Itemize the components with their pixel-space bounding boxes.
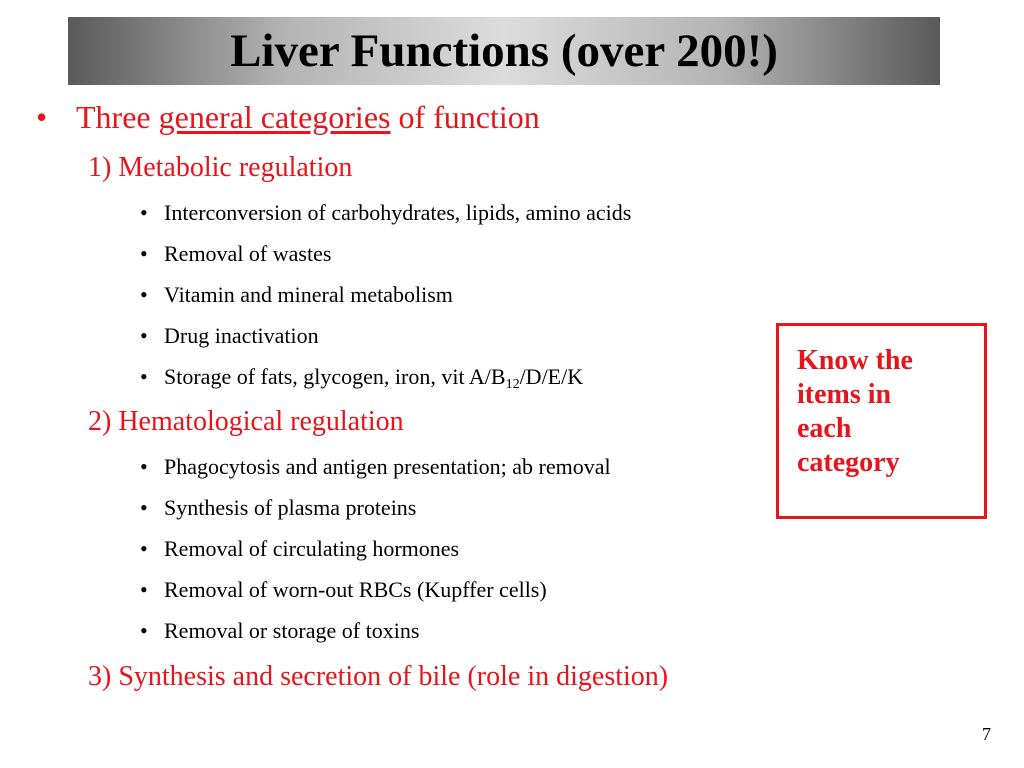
list-item: • Removal of worn-out RBCs (Kupffer cells) xyxy=(140,577,547,602)
note-box xyxy=(776,323,987,519)
list-item-storage: • Storage of fats, glycogen, iron, vit $A/B_{12}/D/E/K$ xyxy=(140,364,584,392)
list-item: • Drug inactivation xyxy=(140,323,319,348)
category-hematological: 2) Hematological regulation xyxy=(88,406,404,437)
list-item: • Removal or storage of toxins xyxy=(140,618,420,643)
category-bile: 3) Synthesis and secretion of bile (role in digestion) xyxy=(88,661,669,692)
list-item: • Synthesis of plasma proteins xyxy=(140,495,417,520)
list-item: • Phagocytosis and antigen presentation; ab removal xyxy=(140,454,611,479)
category-metabolic: 1) Metabolic regulation xyxy=(88,152,353,183)
main-bullet-underlined: general categories xyxy=(158,99,391,135)
bullet-marker: • xyxy=(36,99,48,135)
list-item: • Vitamin and mineral metabolism xyxy=(140,282,453,307)
subscript-12: 12 xyxy=(505,377,520,392)
title-bar xyxy=(68,17,940,85)
note-text: Know the items in each category xyxy=(797,345,913,478)
slide-title: Liver Functions (over 200!) xyxy=(230,24,778,77)
list-item: • Removal of wastes xyxy=(140,241,332,266)
main-bullet-prefix: Three xyxy=(76,99,159,135)
page-number: 7 xyxy=(982,724,991,744)
list-item: • Interconversion of carbohydrates, lipids, amino acids xyxy=(140,200,632,225)
list-item: • Removal of circulating hormones xyxy=(140,536,460,561)
main-bullet-suffix: of function xyxy=(390,99,540,135)
main-bullet xyxy=(36,97,540,137)
